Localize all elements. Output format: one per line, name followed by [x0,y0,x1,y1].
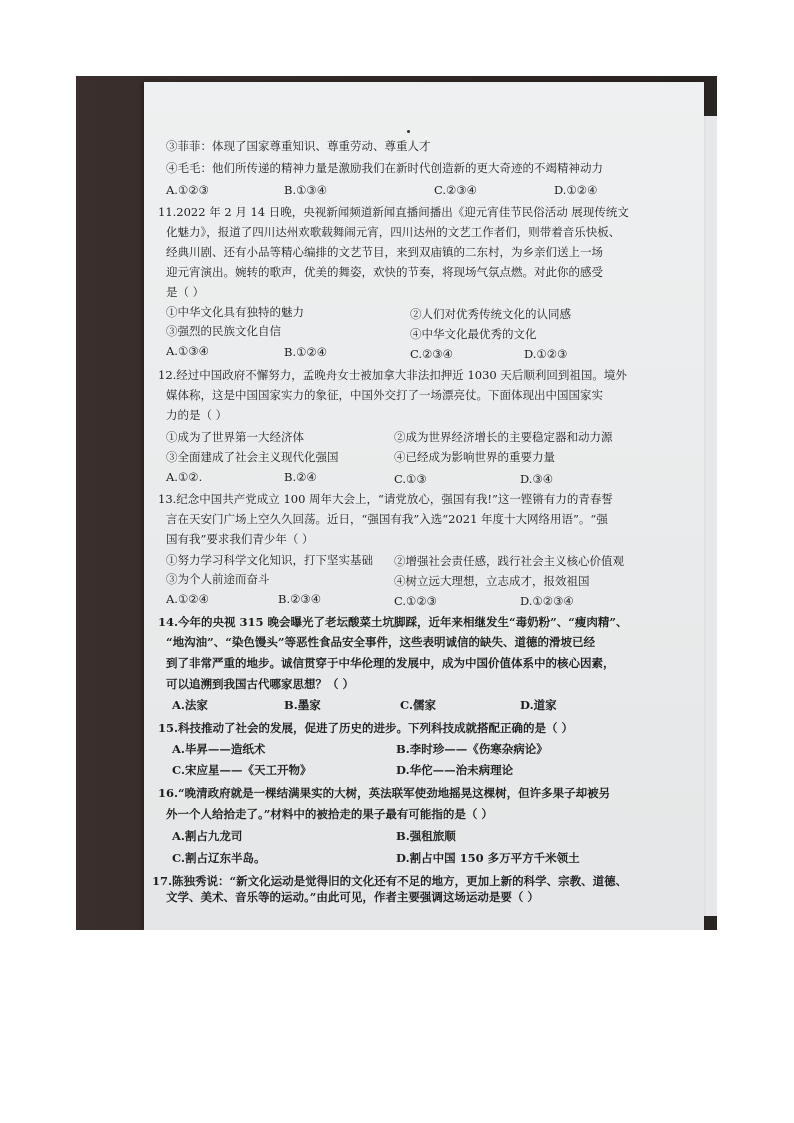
q12-option-c: C.①③ [394,472,427,486]
q11-statement-2: ②人们对优秀传统文化的认同感 [410,307,571,321]
q11-statement-3: ③强烈的民族文化自信 [166,324,281,338]
q11-stem-line-1: 11.2022 年 2 月 14 日晚，央视新闻频道新闻直播间播出《迎元宵佳节民俗活动 展现传统文 [158,205,629,219]
q12-statement-2: ②成为世界经济增长的主要稳定器和动力源 [394,430,613,444]
q12-stem-line-1: 12.经过中国政府不懈努力，孟晚舟女士被加拿大非法扣押近 1030 天后顺利回到祖国。境外 [158,368,627,382]
q10-statement-4: ④毛毛：他们所传递的精神力量是激励我们在新时代创造新的更大奇迹的不竭精神动力 [166,161,603,175]
q14-stem-line-3: 到了非常严重的地步。诚信贯穿于中华伦理的发展中，成为中国价值体系中的核心因素， [166,656,615,670]
q12-stem-line-2: 媒体称，这是中国国家实力的象征，中国外交打了一场漂亮仗。下面体现出中国国家实 [166,388,603,402]
q11-statement-4: ④中华文化最优秀的文化 [410,327,537,341]
q16-stem-line-1: 16.“晚清政府就是一棵结满果实的大树，英法联军使劲地摇晃这棵树，但许多果子却被另 [158,786,611,800]
q11-stem-line-5: 是（ ） [166,285,205,299]
q16-option-d: D.割占中国 150 多万平方千米领土 [396,851,580,865]
q15-option-a: A.毕昇——造纸术 [172,742,266,756]
q10-option-a: A.①②③ [166,183,209,197]
q14-option-d: D.道家 [520,698,557,712]
q11-option-d: D.①②③ [524,347,568,361]
q13-stem-line-1: 13.纪念中国共产党成立 100 周年大会上，“请党放心，强国有我!”这一铿锵有力的青春誓 [158,492,613,506]
q15-option-c: C.宋应星——《天工开物》 [172,763,312,777]
q12-option-b: B.②④ [284,470,317,484]
q13-statement-4: ④树立远大理想，立志成才，报效祖国 [394,574,590,588]
q13-statement-2: ②增强社会责任感，践行社会主义核心价值观 [394,554,624,568]
q13-option-c: C.①②③ [394,594,437,608]
q14-option-b: B.墨家 [284,698,321,712]
q11-option-c: C.②③④ [410,347,453,361]
q13-option-d: D.①②③④ [520,594,574,608]
q10-option-b: B.①③④ [284,183,328,197]
q14-option-a: A.法家 [172,698,208,712]
q11-stem-line-3: 经典川剧、还有小品等精心编排的文艺节目，来到双庙镇的二东村，为乡亲们送上一场 [166,245,603,259]
q11-statement-1: ①中华文化具有独特的魅力 [166,305,304,319]
q13-statement-3: ③为个人前途而奋斗 [166,572,270,586]
q16-option-b: B.强租旅顺 [396,829,456,843]
q11-stem-line-4: 迎元宵演出。婉转的歌声，优美的舞姿，欢快的节奏，将现场气氛点燃。对此你的感受 [166,265,603,279]
q13-option-b: B.②③④ [278,592,322,606]
q17-stem-line-2: 文学、美术、音乐等的运动。”由此可见，作者主要强调这场运动是要（ ） [166,890,539,904]
q11-option-b: B.①②④ [284,345,328,359]
q14-stem-line-1: 14.今年的央视 315 晚会曝光了老坛酸菜土坑脚踩，近年来相继发生“毒奶粉”、“瘦肉精”、 [158,615,628,629]
q16-stem-line-2: 外一个人给拾走了。”材料中的被拾走的果子最有可能指的是（ ） [166,807,493,821]
q11-stem-line-2: 化魅力》，报道了四川达州欢歌载舞闹元宵，四川达州的文艺工作者们，则带着音乐快板、 [166,225,621,239]
q11-option-a: A.①③④ [166,344,209,358]
q17-stem-line-1: 17.陈独秀说：“新文化运动是觉得旧的文化还有不足的地方，更加上新的科学、宗教、道德、 [152,874,628,888]
q14-stem-line-2: “地沟油”、“染色馒头”等恶性食品安全事件，这些表明诚信的缺失、道德的滑坡已经 [166,635,595,649]
q16-option-a: A.割占九龙司 [172,829,243,843]
q14-option-c: C.儒家 [400,698,436,712]
q15-stem: 15.科技推动了社会的发展，促进了历史的进步。下列科技成就搭配正确的是（ ） [158,721,574,735]
q12-option-a: A.①②. [166,470,203,484]
q10-statement-3: ③菲菲：体现了国家尊重知识、尊重劳动、尊重人才 [166,139,431,153]
q13-statement-1: ①努力学习科学文化知识，打下坚实基础 [166,553,373,567]
q12-option-d: D.③④ [520,472,554,486]
q10-option-c: C.②③④ [434,183,477,197]
q12-stem-line-3: 力的是（ ） [166,408,228,422]
q16-option-c: C.割占辽东半岛。 [172,851,266,865]
q13-stem-line-3: 国有我”要求我们青少年（ ） [166,532,314,546]
q13-stem-line-2: 言在天安门广场上空久久回荡。近日，“强国有我”入选“2021 年度十大网络用语”。“强 [166,512,608,526]
q15-option-d: D.华佗——治未病理论 [396,763,514,777]
q12-statement-1: ①成为了世界第一大经济体 [166,430,304,444]
q12-statement-4: ④已经成为影响世界的重要力量 [394,450,555,464]
q10-option-d: D.①②④ [554,183,598,197]
page-overlay [144,82,704,930]
q12-statement-3: ③全面建成了社会主义现代化强国 [166,450,339,464]
q14-stem-line-4: 可以追溯到我国古代哪家思想？（ ） [166,677,355,691]
q13-option-a: A.①②④ [166,592,209,606]
q15-option-b: B.李时珍——《伤寒杂病论》 [396,742,548,756]
